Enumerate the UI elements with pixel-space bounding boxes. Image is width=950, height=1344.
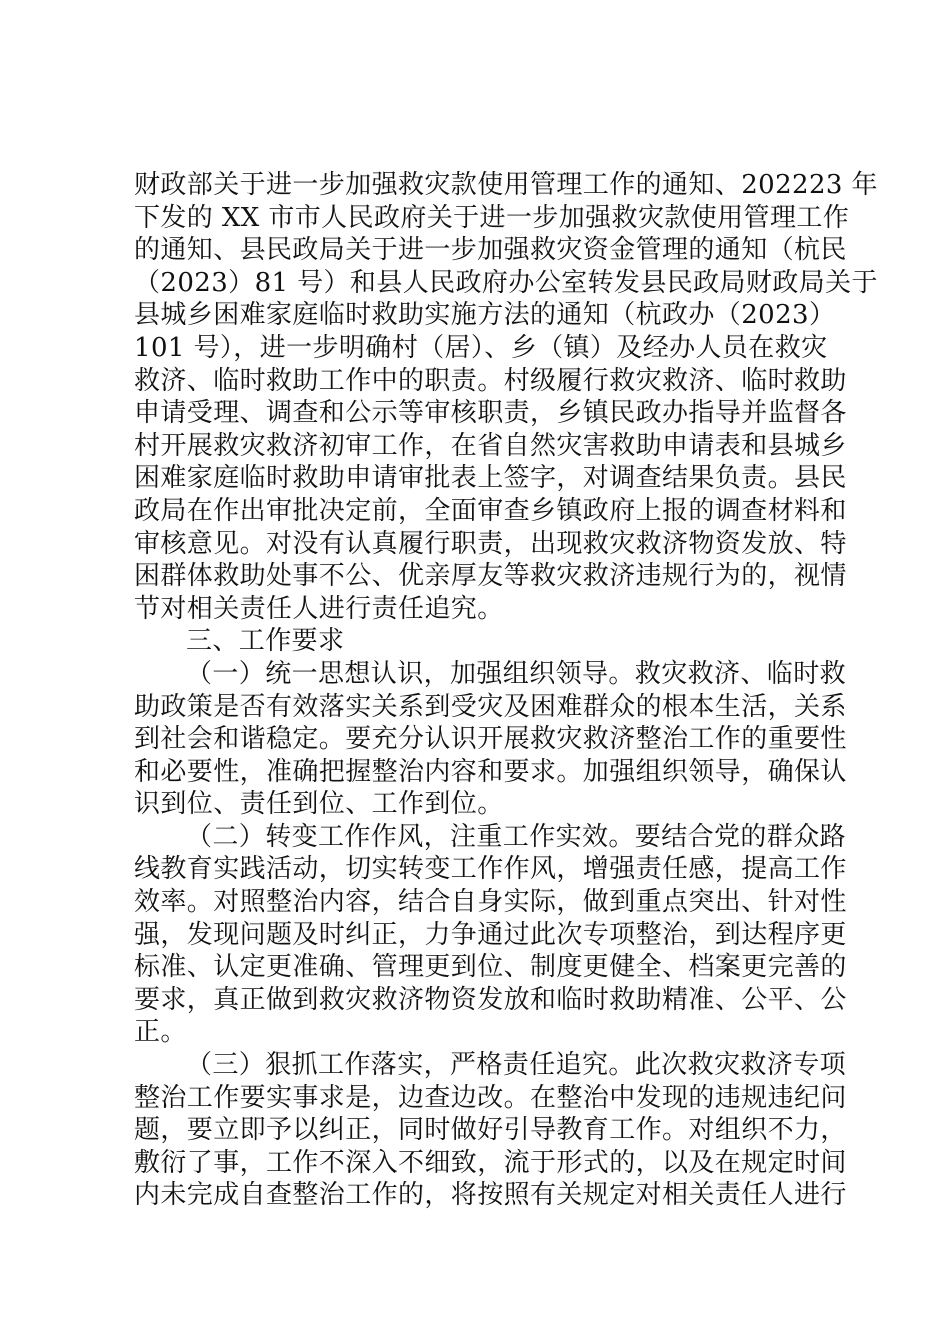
body-line: 敷衍了事，工作不深入不细致，流于形式的，以及在规定时间 — [134, 1147, 847, 1178]
body-line: （一）统一思想认识，加强组织领导。救灾救济、临时救 — [186, 658, 847, 689]
body-line: 强，发现问题及时纠正，力争通过此次专项整治，到达程序更 — [134, 919, 847, 950]
section-heading: 三、工作要求 — [186, 626, 345, 657]
body-line: 整治工作要实事求是，边查边改。在整治中发现的违规违纪问 — [134, 1082, 847, 1113]
body-line: 审核意见。对没有认真履行职责，出现救灾救济物资发放、特 — [134, 528, 847, 559]
body-line: 救济、临时救助工作中的职责。村级履行救灾救济、临时救助 — [134, 365, 847, 396]
body-line: 正。 — [134, 1017, 187, 1048]
body-line: 财政部关于进一步加强救灾款使用管理工作的通知、202223 年 — [134, 170, 878, 200]
body-line: （2023）81 号）和县人民政府办公室转发县民政局财政局关于 — [134, 267, 878, 298]
body-line: 助政策是否有效落实关系到受灾及困难群众的根本生活，关系 — [134, 691, 847, 722]
body-line: 的通知、县民政局关于进一步加强救灾资金管理的通知（杭民 — [134, 235, 847, 266]
body-line: 村开展救灾救济初审工作，在省自然灾害救助申请表和县城乡 — [134, 430, 847, 461]
body-line: （三）狠抓工作落实，严格责任追究。此次救灾救济专项 — [186, 1050, 847, 1081]
body-line: 到社会和谐稳定。要充分认识开展救灾救济整治工作的重要性 — [134, 724, 847, 755]
body-line: 和必要性，准确把握整治内容和要求。加强组织领导，确保认 — [134, 756, 847, 787]
body-line: 效率。对照整治内容，结合自身实际，做到重点突出、针对性 — [134, 887, 847, 918]
body-line: 县城乡困难家庭临时救助实施方法的通知（杭政办（2023） — [134, 300, 836, 331]
body-line: 申请受理、调查和公示等审核职责，乡镇民政办指导并监督各 — [134, 398, 847, 429]
body-line: 政局在作出审批决定前，全面审查乡镇政府上报的调查材料和 — [134, 495, 847, 526]
body-line: 困群体救助处事不公、优亲厚友等救灾救济违规行为的，视情 — [134, 561, 847, 592]
body-line: 困难家庭临时救助申请审批表上签字，对调查结果负责。县民 — [134, 463, 847, 494]
body-line: 101 号），进一步明确村（居）、乡（镇）及经办人员在救灾 — [134, 332, 828, 363]
body-line: 下发的 XX 市市人民政府关于进一步加强救灾款使用管理工作 — [134, 202, 850, 233]
body-line: 节对相关责任人进行责任追究。 — [134, 593, 504, 624]
body-line: 题，要立即予以纠正，同时做好引导教育工作。对组织不力， — [134, 1115, 847, 1146]
body-line: 内未完成自查整治工作的，将按照有关规定对相关责任人进行 — [134, 1180, 847, 1211]
body-line: 标准、认定更准确、管理更到位、制度更健全、档案更完善的 — [134, 952, 847, 983]
document-body — [134, 169, 878, 1212]
body-line: 线教育实践活动，切实转变工作作风，增强责任感，提高工作 — [134, 854, 847, 885]
body-line: 识到位、责任到位、工作到位。 — [134, 789, 504, 820]
body-line: 要求，真正做到救灾救济物资发放和临时救助精准、公平、公 — [134, 984, 847, 1015]
body-line: （二）转变工作作风，注重工作实效。要结合党的群众路 — [186, 821, 847, 852]
